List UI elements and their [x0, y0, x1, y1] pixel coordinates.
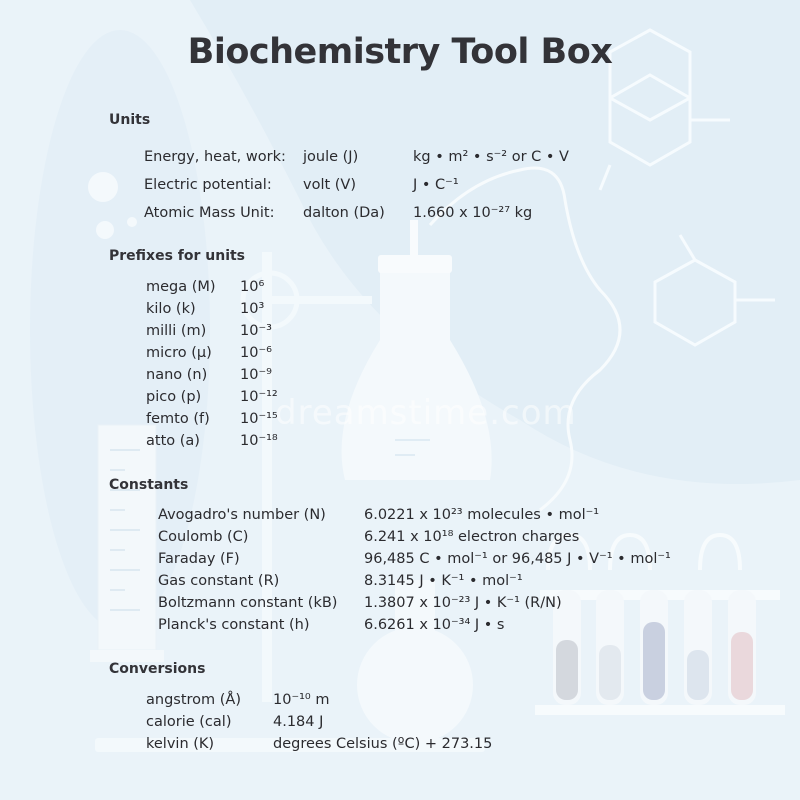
constant-name: Planck's constant (h)	[158, 617, 310, 633]
constant-value: 6.241 x 10¹⁸ electron charges	[364, 529, 580, 545]
units-row-name: Energy, heat, work:	[144, 149, 286, 165]
page-title: Biochemistry Tool Box	[187, 32, 613, 72]
units-row-definition: kg • m² • s⁻² or C • V	[413, 149, 569, 165]
prefix-value: 10⁻³	[240, 323, 272, 339]
units-row-definition: 1.660 x 10⁻²⁷ kg	[413, 205, 533, 221]
constant-name: Boltzmann constant (kB)	[158, 595, 338, 611]
units-heading: Units	[109, 112, 151, 128]
prefix-value: 10⁻⁹	[240, 367, 272, 383]
prefix-name: femto (f)	[146, 411, 210, 427]
prefix-value: 10⁶	[240, 279, 265, 295]
constant-name: Avogadro's number (N)	[158, 507, 326, 523]
constants-heading: Constants	[109, 477, 189, 493]
prefix-name: mega (M)	[146, 279, 216, 295]
conversion-value: 4.184 J	[273, 714, 324, 730]
prefix-name: milli (m)	[146, 323, 207, 339]
prefix-name: atto (a)	[146, 433, 200, 449]
constant-value: 8.3145 J • K⁻¹ • mol⁻¹	[364, 573, 523, 589]
constant-name: Coulomb (C)	[158, 529, 249, 545]
units-row-definition: J • C⁻¹	[413, 177, 459, 193]
conversion-name: calorie (cal)	[146, 714, 232, 730]
units-row-unit: volt (V)	[303, 177, 357, 193]
constant-name: Faraday (F)	[158, 551, 240, 567]
constant-value: 6.6261 x 10⁻³⁴ J • s	[364, 617, 505, 633]
units-row-name: Atomic Mass Unit:	[144, 205, 275, 221]
conversion-value: degrees Celsius (ºC) + 273.15	[273, 736, 493, 752]
prefix-value: 10⁻¹⁸	[240, 433, 278, 449]
conversion-name: angstrom (Å)	[146, 692, 242, 708]
prefix-name: pico (p)	[146, 389, 202, 405]
prefix-name: micro (μ)	[146, 345, 212, 361]
prefixes-heading: Prefixes for units	[109, 248, 246, 264]
units-row-unit: dalton (Da)	[303, 205, 385, 221]
prefix-name: nano (n)	[146, 367, 208, 383]
watermark: dreamstime.com	[275, 393, 577, 433]
constant-name: Gas constant (R)	[158, 573, 280, 589]
constant-value: 1.3807 x 10⁻²³ J • K⁻¹ (R/N)	[364, 595, 562, 611]
conversion-name: kelvin (K)	[146, 736, 215, 752]
prefix-value: 10⁻⁶	[240, 345, 272, 361]
units-row-unit: joule (J)	[303, 149, 359, 165]
prefix-name: kilo (k)	[146, 301, 196, 317]
constant-value: 96,485 C • mol⁻¹ or 96,485 J • V⁻¹ • mol⁻¹	[364, 551, 671, 567]
conversions-heading: Conversions	[109, 661, 206, 677]
conversion-value: 10⁻¹⁰ m	[273, 692, 330, 708]
prefix-value: 10³	[240, 301, 265, 317]
prefix-value: 10⁻¹²	[240, 389, 278, 405]
units-row-name: Electric potential:	[144, 177, 272, 193]
prefix-value: 10⁻¹⁵	[240, 411, 278, 427]
constant-value: 6.0221 x 10²³ molecules • mol⁻¹	[364, 507, 600, 523]
